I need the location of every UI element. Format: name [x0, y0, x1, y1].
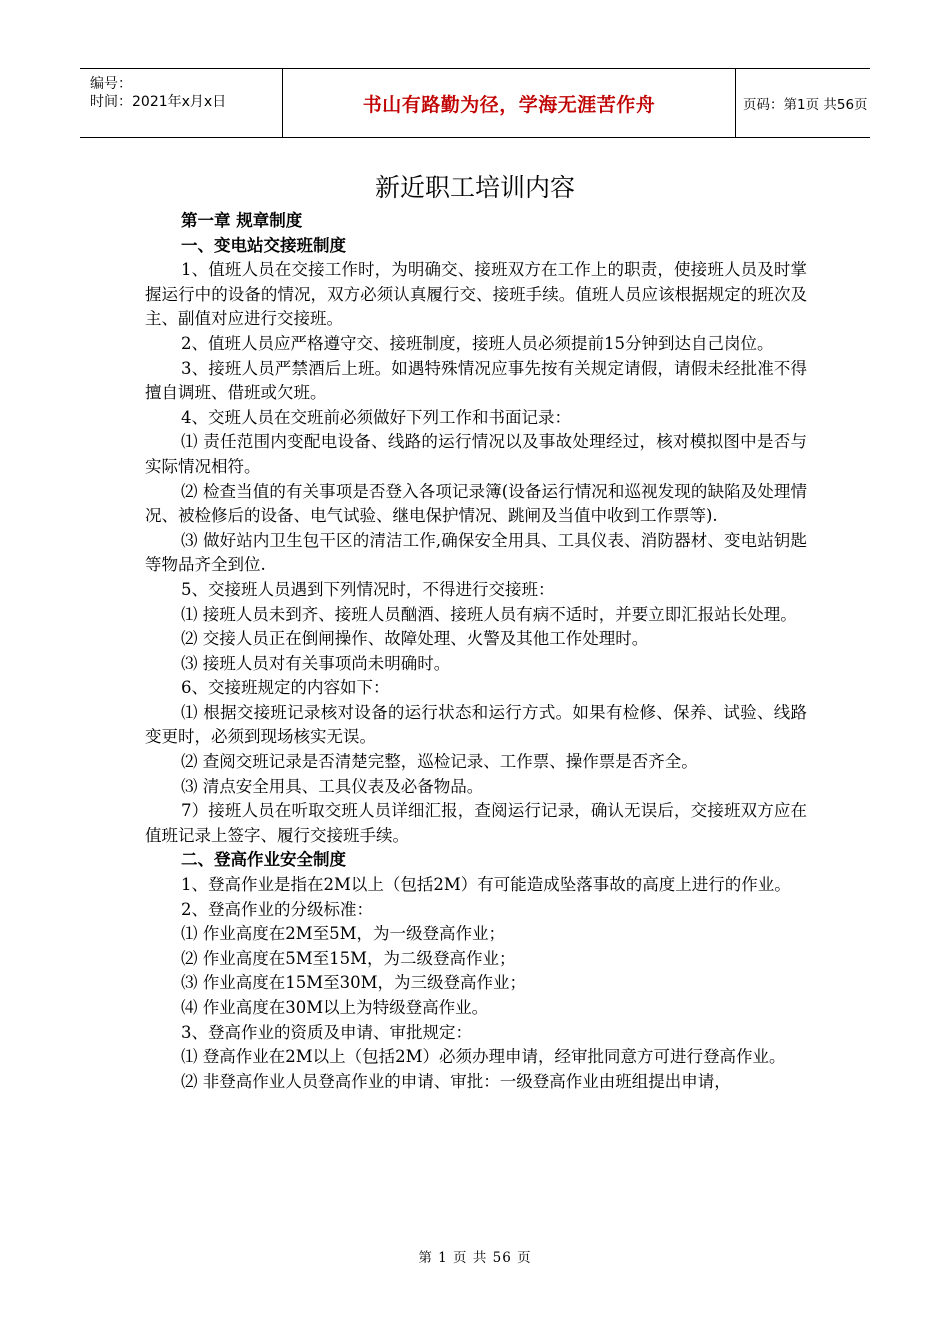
chapter-heading: 第一章 规章制度 — [181, 211, 303, 230]
section-heading: 一、变电站交接班制度 — [181, 235, 346, 255]
paragraph: ⑶ 做好站内卫生包干区的清洁工作,确保安全用具、工具仪表、消防器材、变电站钥匙等物品齐全到位. — [145, 530, 807, 575]
paragraph: ⑵ 查阅交班记录是否清楚完整，巡检记录、工作票、操作票是否齐全。 — [181, 752, 698, 772]
page-code: 页码：第1页 共56页 — [743, 97, 868, 113]
paragraph: ⑵ 交接人员正在倒闸操作、故障处理、火警及其他工作处理时。 — [181, 629, 649, 649]
document-body — [145, 209, 807, 1094]
page-footer: 第 1 页 共 56 页 — [418, 1250, 532, 1266]
header-meta-cell — [80, 69, 282, 137]
document-header — [80, 68, 870, 138]
paragraph: ⑶ 清点安全用具、工具仪表及必备物品。 — [181, 776, 484, 796]
paragraph: ⑶ 作业高度在15M至30M，为三级登高作业； — [181, 973, 527, 993]
document-number-label: 编号： — [90, 76, 132, 92]
paragraph: 2、值班人员应严格遵守交、接班制度，接班人员必须提前15分钟到达自己岗位。 — [181, 333, 774, 353]
paragraph: ⑵ 检查当值的有关事项是否登入各项记录簿(设备运行情况和巡视发现的缺陷及处理情况、被检修后的设备、电气试验、继电保护情况、跳闸及当值中收到工作票等). — [145, 481, 807, 526]
paragraph: ⑴ 作业高度在2M至5M，为一级登高作业； — [181, 924, 506, 944]
paragraph: 6、交接班规定的内容如下： — [181, 678, 390, 698]
paragraph: 3、接班人员严禁酒后上班。如遇特殊情况应事先按有关规定请假，请假未经批准不得擅自调班、借班或欠班。 — [145, 358, 807, 403]
header-page-cell — [735, 69, 870, 137]
paragraph: 4、交班人员在交班前必须做好下列工作和书面记录： — [181, 407, 571, 427]
paragraph: ⑴ 根据交接班记录核对设备的运行状态和运行方式。如果有检修、保养、试验、线路变更时，必须到现场核实无误。 — [145, 702, 807, 747]
paragraph: 5、交接班人员遇到下列情况时，不得进行交接班： — [181, 579, 555, 599]
section-heading: 二、登高作业安全制度 — [181, 850, 346, 870]
paragraph: 7）接班人员在听取交班人员详细汇报，查阅运行记录，确认无误后，交接班双方应在值班记录上签字、履行交接班手续。 — [145, 801, 807, 845]
header-motto: 书山有路勤为径，学海无涯苦作舟 — [362, 93, 656, 116]
paragraph: 3、登高作业的资质及申请、审批规定： — [181, 1022, 472, 1042]
paragraph: ⑶ 接班人员对有关事项尚未明确时。 — [181, 653, 451, 673]
paragraph: 2、登高作业的分级标准： — [181, 899, 373, 919]
paragraph: ⑴ 责任范围内变配电设备、线路的运行情况以及事故处理经过，核对模拟图中是否与实际情况相符。 — [145, 432, 807, 476]
page-title: 新近职工培训内容 — [374, 173, 575, 202]
paragraph: ⑷ 作业高度在30M以上为特级登高作业。 — [181, 998, 489, 1017]
paragraph: ⑵ 作业高度在5M至15M，为二级登高作业； — [181, 948, 516, 968]
document-time-label: 时间：2021年x月x日 — [90, 94, 227, 110]
header-motto-cell — [282, 69, 736, 137]
paragraph: ⑴ 登高作业在2M以上（包括2M）必须办理申请，经审批同意方可进行登高作业。 — [181, 1047, 786, 1067]
paragraph: ⑴ 接班人员未到齐、接班人员酗酒、接班人员有病不适时，并要立即汇报站长处理。 — [181, 604, 797, 624]
paragraph: 1、登高作业是指在2M以上（包括2M）有可能造成坠落事故的高度上进行的作业。 — [181, 875, 791, 895]
paragraph: ⑵ 非登高作业人员登高作业的申请、审批：一级登高作业由班组提出申请， — [181, 1071, 731, 1091]
paragraph: 1、值班人员在交接工作时，为明确交、接班双方在工作上的职责，使接班人员及时掌握运行中的设备的情况，双方必须认真履行交、接班手续。值班人员应该根据规定的班次及主、副值对应进行交接班。 — [145, 260, 807, 329]
